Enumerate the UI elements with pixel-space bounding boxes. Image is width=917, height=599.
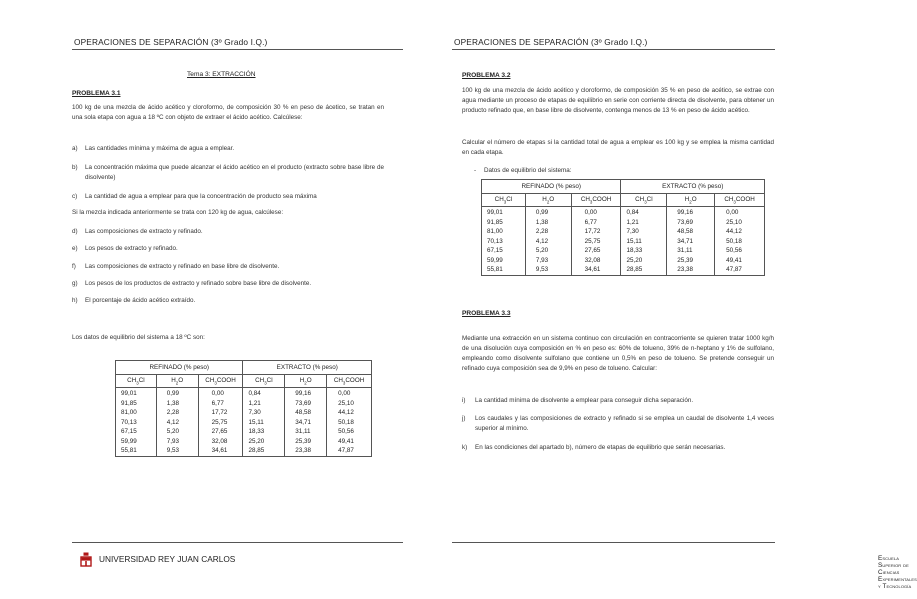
table-column-values [571, 207, 621, 276]
table-column-values [243, 388, 285, 457]
group-header-extracto: EXTRACTO (% peso) [243, 361, 372, 375]
table-cell: 34,61 [211, 447, 228, 454]
item-h [72, 296, 384, 306]
item-letter: e) [72, 245, 78, 252]
table-cell: 4,12 [535, 237, 549, 245]
column-header: $CH_3COOH$ [571, 194, 621, 207]
table-cell: 67,15 [487, 247, 503, 254]
table-cell: 18,33 [248, 428, 265, 435]
table-cell: 70,13 [121, 418, 137, 426]
item-text: El porcentaje de ácido acético extraído. [85, 297, 196, 304]
item-text: Los caudales y las composiciones de extracto y refinado si se emplea un caudal de disolvente 1,4 veces superior al mínimo. [475, 415, 774, 432]
table-cell: 81,00 [121, 409, 137, 416]
table-cell: 32,08 [584, 256, 601, 264]
table-cell: 99,16 [295, 390, 312, 397]
group-header-extracto: EXTRACTO (% peso) [621, 180, 765, 194]
table-cell: 47,87 [338, 447, 354, 454]
university-logo-icon [80, 552, 92, 567]
table-cell: 48,58 [677, 228, 694, 235]
item-letter: g) [72, 280, 78, 287]
table-cell: 23,38 [677, 266, 694, 273]
table-cell: 9,53 [166, 447, 180, 454]
table-cell: 81,00 [487, 228, 503, 235]
table-cell: 25,75 [211, 418, 228, 426]
university-name: UNIVERSIDAD REY JUAN CARLOS [99, 554, 236, 564]
item-text: Los pesos de los productos de extracto y refinado sobre base libre de disolvente. [85, 280, 312, 287]
item-letter: d) [72, 228, 78, 235]
table-cell: 7,93 [535, 256, 549, 264]
table-cell: 44,12 [726, 228, 742, 235]
item-k [462, 443, 774, 463]
item-c [72, 192, 384, 202]
left-header-rule [72, 49, 403, 50]
table-cell: 25,20 [248, 437, 265, 445]
table-cell: 31,11 [677, 247, 693, 254]
table-cell: 18,33 [626, 247, 643, 254]
column-header: $CH_3COOH$ [327, 375, 372, 388]
table-cell: 49,41 [726, 256, 742, 264]
problem-3-1-title: PROBLEMA 3.1 [72, 90, 121, 97]
table-cell: 25,10 [726, 218, 742, 226]
column-header: $H_2O$ [525, 194, 571, 207]
table-cell: 25,39 [295, 437, 312, 445]
table-cell: 25,20 [626, 256, 643, 264]
problem-3-2-calc: Calcular el número de etapas si la cantidad total de agua a emplear es 100 kg y se emplea la misma cantidad en cada etapa. [462, 139, 774, 156]
item-text: La concentración máxima que puede alcanzar el ácido acético en el producto (extracto sobre base libre de disolvente) [85, 164, 384, 181]
table-cell: 4,12 [166, 418, 180, 426]
right-footer-rule [452, 542, 775, 543]
column-header: $CH_3Cl$ [116, 375, 157, 388]
table-cell: 44,12 [338, 409, 354, 416]
table-cell: 0,00 [726, 209, 739, 216]
column-header: $H_2O$ [667, 194, 715, 207]
data-label: Datos de equilibrio del sistema: [484, 167, 572, 174]
table-cell: 91,85 [121, 399, 137, 407]
problem-3-3-title: PROBLEMA 3.3 [462, 310, 511, 317]
table-cell: 7,30 [626, 228, 639, 235]
table-column-values [715, 207, 765, 276]
left-header-title: OPERACIONES DE SEPARACIÓN (3º Grado I.Q.) [74, 37, 268, 47]
problem-3-1-statement-2: Si la mezcla indicada anteriormente se trata con 120 kg de agua, calcúlese: [72, 209, 284, 216]
table-cell: 0,99 [166, 390, 180, 397]
table-column-values [285, 388, 327, 457]
column-header: $CH_3Cl$ [482, 194, 526, 207]
table-cell: 55,81 [121, 447, 137, 454]
table-cell: 1,21 [626, 218, 639, 226]
table-cell: 27,65 [584, 247, 601, 254]
table-cell: 27,65 [211, 428, 228, 435]
item-text: Los pesos de extracto y refinado. [85, 245, 178, 252]
table-column-values [116, 388, 157, 457]
table-column-values [327, 388, 372, 457]
table-cell: 59,99 [121, 437, 137, 445]
table-cell: 99,16 [677, 209, 694, 216]
table-cell: 23,38 [295, 447, 312, 454]
item-g [72, 279, 384, 289]
table-cell: 25,39 [677, 256, 694, 264]
right-header-title: OPERACIONES DE SEPARACIÓN (3º Grado I.Q.) [454, 37, 648, 47]
table-column-values [156, 388, 198, 457]
table-cell: 31,11 [295, 428, 311, 435]
table-cell: 73,69 [677, 218, 694, 226]
table-cell: 50,18 [338, 418, 354, 426]
item-f [72, 262, 384, 272]
item-letter: k) [462, 444, 468, 451]
item-letter: a) [72, 145, 78, 152]
item-text: La cantidad mínima de disolvente a emplear para conseguir dicha separación. [475, 397, 694, 404]
table-cell: 7,30 [248, 409, 261, 416]
table-cell: 7,93 [166, 437, 180, 445]
table-column-values [621, 207, 667, 276]
item-b [72, 163, 384, 183]
column-header: $CH_3COOH$ [715, 194, 765, 207]
item-letter: h) [72, 297, 78, 304]
table-cell: 15,11 [248, 418, 264, 426]
table-cell: 0,00 [584, 209, 597, 216]
group-header-refinado: REFINADO (% peso) [482, 180, 621, 194]
item-text: Las cantidades mínima y máxima de agua a emplear. [85, 145, 235, 152]
table-cell: 1,38 [166, 399, 180, 407]
item-d [72, 227, 384, 237]
table-cell: 0,00 [211, 390, 224, 397]
equilibrium-table-right [481, 179, 765, 276]
table-cell: 28,85 [248, 447, 265, 454]
table-cell: 73,69 [295, 399, 312, 407]
item-letter: j) [462, 415, 466, 422]
problem-3-2-text: 100 kg de una mezcla de ácido acético y cloroformo, de composición 35 % en peso de acético, se extrae con agua mediante un proceso de etapas de equilibrio en serie con corriente directa de disolvente, para obtener un producto refinado que, en base libre de disolvente, contenga menos de 13 % en peso de ácido acético. [462, 87, 774, 114]
problem-3-3-text: Mediante una extracción en un sistema continuo con circulación en contracorriente se quieren tratar 1000 kg/h de una disolución cuya composición en % en peso es: 60% de tolueno, 39% de n-heptano y 1% de sulfolano, empleando como disolvente sulfolano que contiene un 0,5% en peso de tolueno. Se pretende conseguir un refinado cuya composición sea de 9,9% en peso de tolueno. Calcular: [462, 335, 774, 372]
column-header: $CH_3Cl$ [243, 375, 285, 388]
table-cell: 0,84 [248, 390, 261, 397]
item-letter: c) [72, 193, 78, 200]
table-cell: 6,77 [584, 218, 597, 226]
table-cell: 59,99 [487, 256, 503, 264]
table-cell: 91,85 [487, 218, 503, 226]
problem-3-2-title: PROBLEMA 3.2 [462, 72, 511, 79]
table-column-values [482, 207, 526, 276]
bullet-dash: - [474, 167, 477, 174]
school-name: Escuela Superior de Ciencias Experimentales y Tecnología [878, 555, 917, 590]
equilibrium-table-left [115, 360, 372, 457]
table-cell: 70,13 [487, 237, 503, 245]
item-letter: i) [462, 397, 466, 404]
table-cell: 50,56 [726, 247, 742, 254]
table-cell: 5,20 [166, 428, 180, 435]
table-cell: 0,99 [535, 209, 549, 216]
table-cell: 55,81 [487, 266, 503, 273]
table-cell: 9,53 [535, 266, 549, 273]
column-header: $H_2O$ [156, 375, 198, 388]
table-cell: 2,28 [166, 409, 180, 416]
column-header: $H_2O$ [285, 375, 327, 388]
item-j [462, 414, 774, 434]
table-cell: 17,72 [584, 228, 601, 235]
table-column-values [667, 207, 715, 276]
table-cell: 17,72 [211, 409, 228, 416]
table-column-values [198, 388, 243, 457]
right-page [424, 0, 917, 599]
table-cell: 25,75 [584, 237, 601, 245]
item-letter: b) [72, 164, 78, 171]
tema-title: Tema 3: EXTRACCIÓN [187, 71, 256, 78]
data-intro: Los datos de equilibrio del sistema a 18 ºC son: [72, 334, 205, 341]
table-cell: 99,01 [121, 390, 137, 397]
table-cell: 48,58 [295, 409, 312, 416]
table-column-values [525, 207, 571, 276]
table-cell: 67,15 [121, 428, 137, 435]
table-cell: 15,11 [626, 237, 642, 245]
table-cell: 5,20 [535, 247, 549, 254]
table-cell: 0,00 [338, 390, 351, 397]
item-text: En las condiciones del apartado b), número de etapas de equilibrio que serán necesarias. [475, 444, 726, 451]
table-cell: 0,84 [626, 209, 639, 216]
table-cell: 1,21 [248, 399, 261, 407]
left-footer-rule [72, 542, 403, 543]
item-i [462, 396, 774, 406]
column-header: $CH_3Cl$ [621, 194, 667, 207]
item-text: La cantidad de agua a emplear para que la concentración de producto sea máxima [85, 193, 317, 200]
group-header-refinado: REFINADO (% peso) [116, 361, 243, 375]
left-page [0, 0, 424, 599]
table-cell: 50,56 [338, 428, 354, 435]
table-cell: 47,87 [726, 266, 742, 273]
table-cell: 50,18 [726, 237, 742, 245]
column-header: $CH_3COOH$ [198, 375, 243, 388]
table-cell: 34,71 [677, 237, 694, 245]
table-cell: 49,41 [338, 437, 354, 445]
table-cell: 32,08 [211, 437, 228, 445]
table-cell: 2,28 [535, 228, 549, 235]
table-cell: 28,85 [626, 266, 643, 273]
table-cell: 34,71 [295, 418, 312, 426]
table-cell: 99,01 [487, 209, 503, 216]
item-a [72, 144, 384, 154]
table-cell: 1,38 [535, 218, 549, 226]
problem-3-1-statement: 100 kg de una mezcla de ácido acético y cloroformo, de composición 30 % en peso de ácetico, se tratan en una sola etapa con agua a 18 ºC con objeto de extraer el ácido acético. Calcúlese: [72, 104, 384, 121]
right-header-rule [452, 49, 775, 50]
item-letter: f) [72, 263, 76, 270]
table-cell: 6,77 [211, 399, 224, 407]
item-text: Las composiciones de extracto y refinado en base libre de disolvente. [85, 263, 280, 270]
item-e [72, 244, 384, 254]
item-text: Las composiciones de extracto y refinado. [85, 228, 203, 235]
table-cell: 25,10 [338, 399, 354, 407]
table-cell: 34,61 [584, 266, 601, 273]
